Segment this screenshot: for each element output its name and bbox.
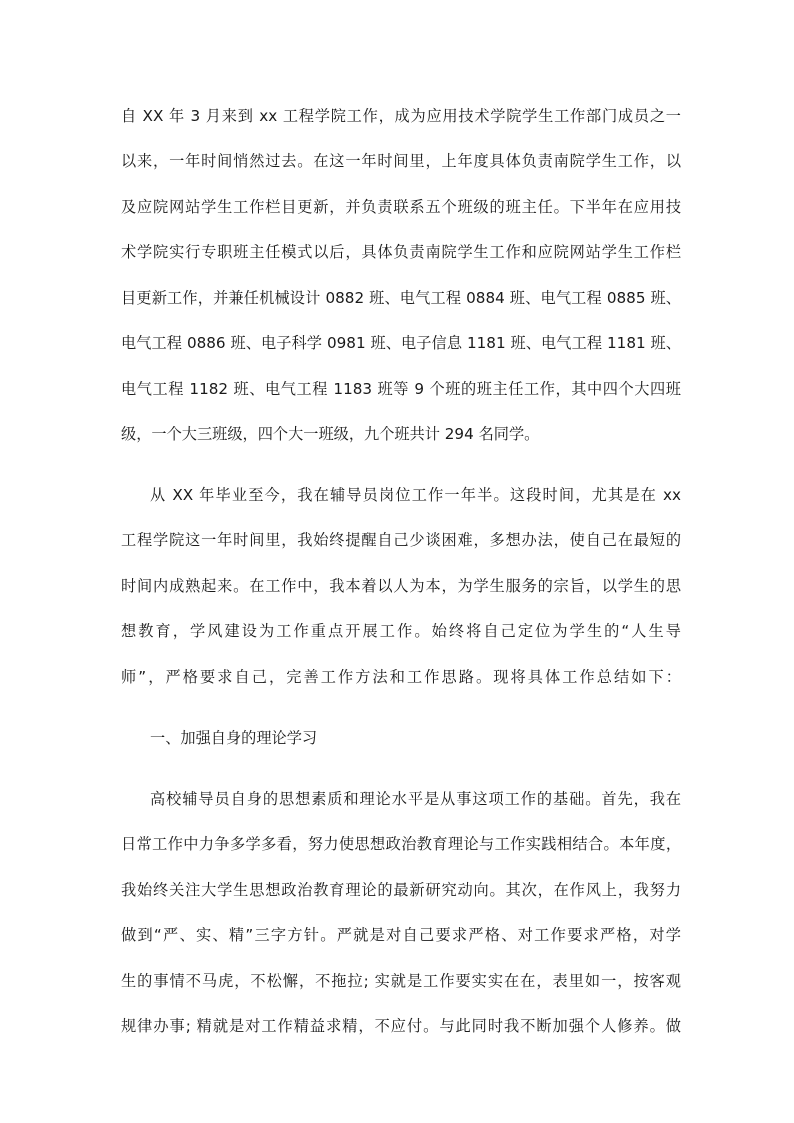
text-line: 想教育，学风建设为工作重点开展工作。始终将自己定位为学生的“人生导 <box>121 622 681 640</box>
text-line: 工程学院这一年时间里，我始终提醒自己少谈困难，多想办法，使自己在最短的 <box>121 531 681 549</box>
text-line: 级，一个大三班级，四个大一班级，九个班共计 294 名同学。 <box>121 425 540 443</box>
text-line: 电气工程 1182 班、电气工程 1183 班等 9 个班的班主任工作，其中四个大四班 <box>121 380 681 398</box>
text-line: 电气工程 0886 班、电子科学 0981 班、电子信息 1181 班、电气工程 1181 班、 <box>121 334 681 352</box>
text-line: 规律办事; 精就是对工作精益求精，不应付。与此同时我不断加强个人修养。做 <box>121 1017 681 1035</box>
text-line: 目更新工作，并兼任机械设计 0882 班、电气工程 0884 班、电气工程 0885 班、 <box>121 289 681 307</box>
text-line: 生的事情不马虎，不松懈，不拖拉; 实就是工作要实实在在，表里如一，按客观 <box>121 972 681 990</box>
text-line: 高校辅导员自身的思想素质和理论水平是从事这项工作的基础。首先，我在 <box>150 790 681 808</box>
text-line: 我始终关注大学生思想政治教育理论的最新研究动向。其次，在作风上，我努力 <box>121 881 681 899</box>
text-line: 及应院网站学生工作栏目更新，并负责联系五个班级的班主任。下半年在应用技 <box>121 198 681 216</box>
text-line: 从 XX 年毕业至今，我在辅导员岗位工作一年半。这段时间，尤其是在 xx <box>150 486 681 504</box>
text-line: 自 XX 年 3 月来到 xx 工程学院工作，成为应用技术学院学生工作部门成员之一 <box>121 107 681 125</box>
text-line: 时间内成熟起来。在工作中，我本着以人为本，为学生服务的宗旨，以学生的思 <box>121 577 681 595</box>
text-line: 师”，严格要求自己，完善工作方法和工作思路。现将具体工作总结如下： <box>121 668 681 686</box>
text-line: 术学院实行专职班主任模式以后，具体负责南院学生工作和应院网站学生工作栏 <box>121 243 681 261</box>
text-line: 日常工作中力争多学多看，努力使思想政治教育理论与工作实践相结合。本年度， <box>121 835 681 853</box>
text-line: 以来，一年时间悄然过去。在这一年时间里，上年度具体负责南院学生工作，以 <box>121 152 681 170</box>
section-heading: 一、加强自身的理论学习 <box>150 729 318 747</box>
text-line: 做到“严、实、精”三字方针。严就是对自己要求严格、对工作要求严格，对学 <box>121 926 681 944</box>
